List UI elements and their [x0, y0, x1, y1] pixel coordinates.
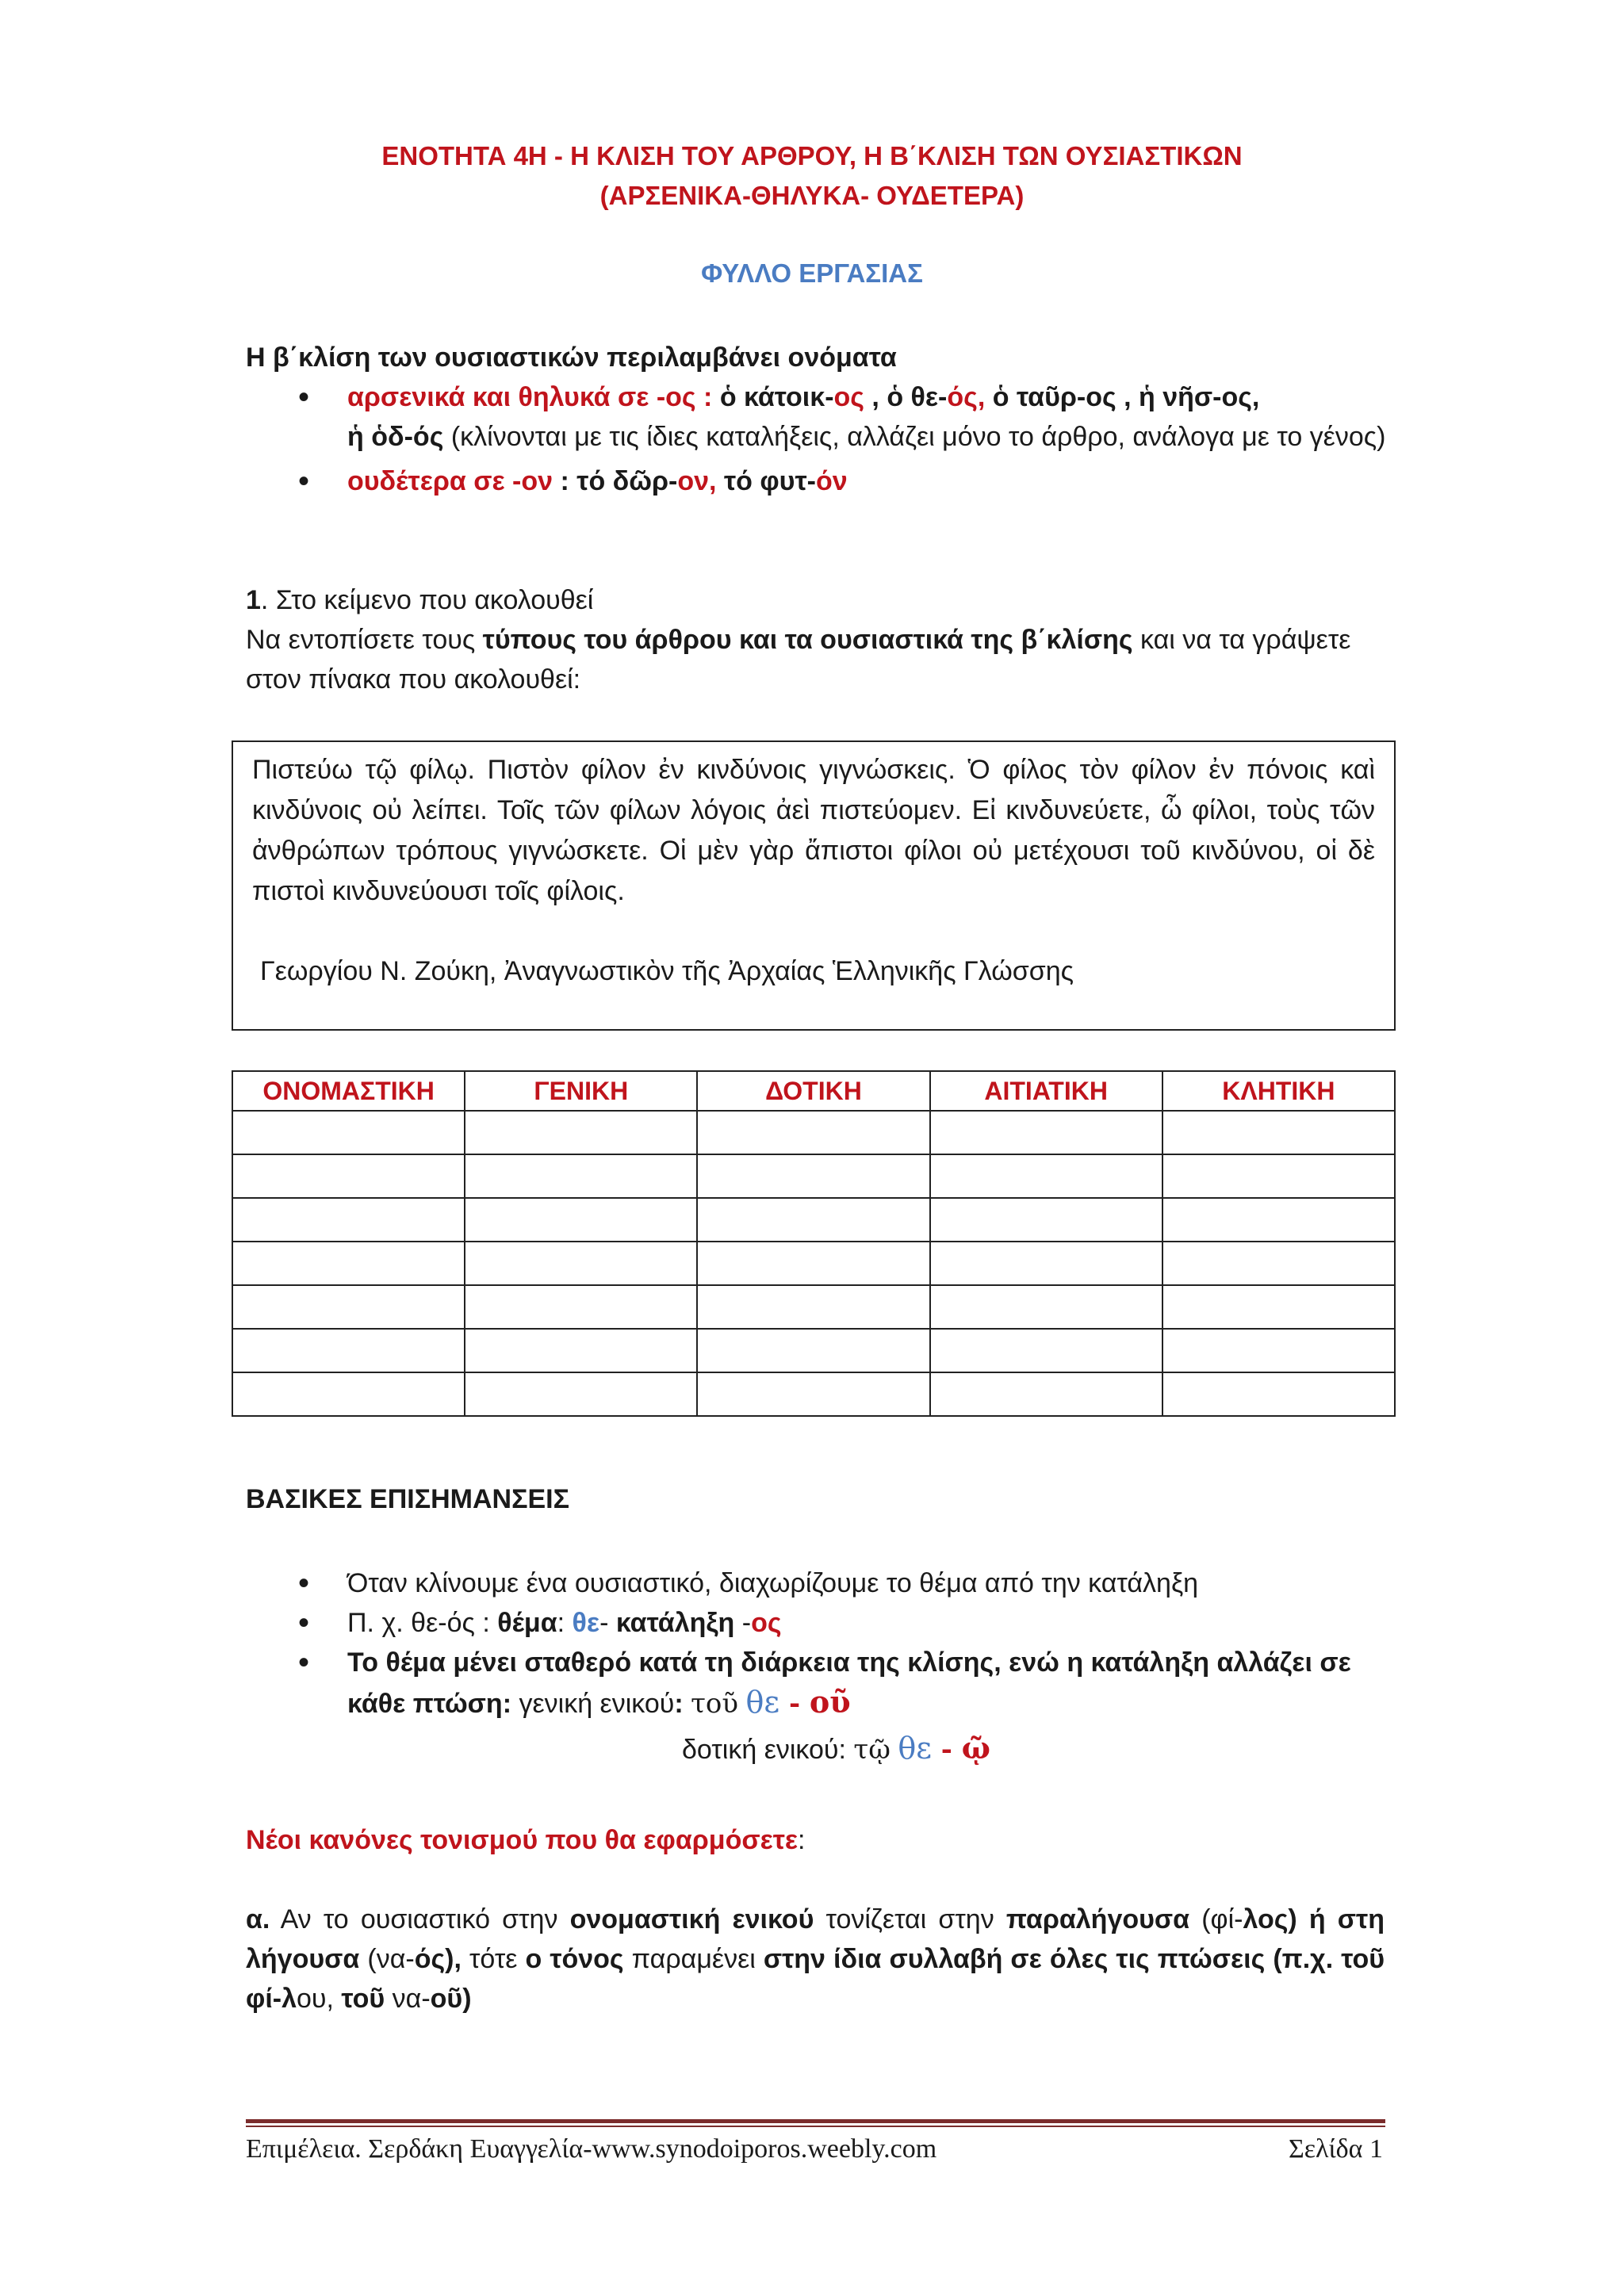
page-subtitle: ΦΥΛΛΟ ΕΡΓΑΣΙΑΣ — [701, 258, 923, 288]
note2-ending: ος — [751, 1608, 782, 1638]
table-row — [232, 1111, 1395, 1154]
table-cell[interactable] — [697, 1285, 929, 1329]
note-item-1: • Όταν κλίνουμε ένα ουσιαστικό, διαχωρίζουμε το θέμα από την κατάληξη — [298, 1563, 1392, 1603]
declension-note: (κλίνονται με τις ίδιες καταλήξεις, αλλάζει μόνο το άρθρο, ανάλογα με το γένος) — [443, 422, 1386, 452]
table-row — [232, 1198, 1395, 1242]
example-theos-ending: ός, — [947, 382, 986, 412]
passage-source: Γεωργίου Ν. Ζούκη, Ἀναγνωστικὸν τῆς Ἀρχαίας Ἑλληνικῆς Γλώσσης — [260, 956, 1074, 986]
note3-dash-genitive: - — [779, 1688, 810, 1720]
note3-dash-dative: - — [931, 1734, 962, 1766]
title-line-2: (ΑΡΣΕΝΙΚΑ-ΘΗΛΥΚΑ- ΟΥΔΕΤΕΡΑ) — [599, 181, 1025, 210]
table-cell[interactable] — [930, 1198, 1162, 1242]
rule-a-part-8: (να- — [359, 1944, 415, 1974]
table-cell[interactable] — [697, 1329, 929, 1372]
exercise-number: 1 — [246, 585, 261, 615]
header-genitive: ΓΕΝΙΚΗ — [465, 1071, 697, 1111]
accent-rule-a — [246, 1900, 1385, 2019]
rule-a-part-16: τοῦ — [341, 1984, 385, 2014]
note2-theme-label: θέμα — [497, 1608, 557, 1638]
rule-a-part-6: λος) — [1243, 1904, 1297, 1934]
exercise-1-line-1 — [246, 580, 1388, 620]
table-cell[interactable] — [232, 1111, 465, 1154]
table-row — [232, 1329, 1395, 1372]
rule-a-part-4: παραλήγουσα — [1005, 1904, 1190, 1934]
table-cell[interactable] — [1162, 1198, 1395, 1242]
note3-theme-dative: θε — [898, 1731, 932, 1766]
footer-rule-thin — [246, 2126, 1385, 2127]
intro-bullet-neuter — [298, 461, 1388, 501]
masc-fem-label: αρσενικά και θηλυκά σε -ος : — [347, 382, 713, 412]
rule-a-part-7: ή στη λήγουσα — [246, 1904, 1385, 1974]
notes-heading: ΒΑΣΙΚΕΣ ΕΠΙΣΗΜΑΝΣΕΙΣ — [246, 1484, 570, 1514]
table-cell[interactable] — [465, 1372, 697, 1416]
note2-theme: θε — [572, 1608, 600, 1638]
example-separator: , — [864, 382, 887, 412]
table-cell[interactable] — [232, 1285, 465, 1329]
table-cell[interactable] — [232, 1329, 465, 1372]
rule-a-label: α. — [246, 1904, 270, 1934]
rule-a-part-13: στην ίδια συλλαβή σε όλες τις πτώσεις (π.χ. τοῦ φί- — [246, 1944, 1385, 2014]
neuter-colon: : — [553, 466, 577, 496]
header-accusative: ΑΙΤΙΑΤΙΚΗ — [930, 1071, 1162, 1111]
intro-heading: Η β΄κλίση των ουσιαστικών περιλαμβάνει ονόματα — [246, 342, 897, 373]
note3-genitive-label: γενική ενικού — [511, 1689, 675, 1719]
footer-rule-thick — [246, 2119, 1385, 2123]
table-cell[interactable] — [465, 1198, 697, 1242]
rule-a-part-12: παραμένει — [623, 1944, 764, 1974]
table-row — [232, 1285, 1395, 1329]
table-cell[interactable] — [697, 1372, 929, 1416]
footer-page-number: Σελίδα 1 — [1288, 2134, 1383, 2164]
rule-a-part-17: να- — [385, 1984, 431, 2014]
note-item-3 — [298, 1643, 1392, 1724]
exercise-1-intro: . Στο κείμενο που ακολουθεί — [260, 585, 594, 615]
accent-heading-text: Νέοι κανόνες τονισμού που θα εφαρμόσετε — [246, 1825, 799, 1855]
rule-a-part-15: ου, — [297, 1984, 342, 2014]
rule-a-part-2: ονομαστική ενικού — [569, 1904, 814, 1934]
ancient-text-box — [232, 740, 1396, 1031]
note2-dash: - — [599, 1608, 616, 1638]
table-cell[interactable] — [1162, 1242, 1395, 1285]
note3-theme-genitive: θε — [745, 1685, 780, 1720]
example-katoikos-ending: ος — [833, 382, 864, 412]
table-cell[interactable] — [697, 1111, 929, 1154]
example-theos-stem: ὁ θε- — [887, 382, 948, 412]
table-cell[interactable] — [1162, 1372, 1395, 1416]
table-cell[interactable] — [930, 1329, 1162, 1372]
rule-a-part-11: ο τόνος — [525, 1944, 624, 1974]
instruction-part-1: Να εντοπίσετε τους — [246, 625, 483, 655]
note2-colon: : — [557, 1608, 573, 1638]
note3-colon: : — [674, 1689, 691, 1719]
table-row — [232, 1372, 1395, 1416]
rule-a-part-5: (φί- — [1189, 1904, 1243, 1934]
table-cell[interactable] — [465, 1154, 697, 1198]
table-cell[interactable] — [232, 1198, 465, 1242]
rule-a-part-14: λ — [282, 1984, 297, 2014]
rule-a-part-9: ός), — [414, 1944, 462, 1974]
instruction-part-3: και να τα γράψετε στον πίνακα που ακολουθεί: — [246, 625, 1351, 695]
exercise-1 — [246, 580, 1388, 699]
table-cell[interactable] — [697, 1198, 929, 1242]
notes-list — [298, 1563, 1392, 1724]
table-cell[interactable] — [697, 1242, 929, 1285]
note2-ending-dash: - — [734, 1608, 752, 1638]
example-doron-stem: τό δῶρ- — [576, 466, 678, 496]
table-cell[interactable] — [930, 1372, 1162, 1416]
example-phyton-stem: τό φυτ- — [716, 466, 816, 496]
header-dative: ΔΟΤΙΚΗ — [697, 1071, 929, 1111]
example-phyton-ending: όν — [815, 466, 848, 496]
intro-bullet-masc-fem — [298, 377, 1388, 457]
header-vocative: ΚΛΗΤΙΚΗ — [1162, 1071, 1395, 1111]
table-cell[interactable] — [232, 1372, 465, 1416]
note2-example: Π. χ. θε-ός : — [347, 1608, 498, 1638]
note3-ending-dative: ῷ — [961, 1730, 990, 1766]
example-katoikos-stem: ὁ κάτοικ- — [719, 382, 834, 412]
table-row — [232, 1242, 1395, 1285]
table-cell[interactable] — [1162, 1285, 1395, 1329]
note-item-2 — [298, 1603, 1392, 1643]
table-cell[interactable] — [232, 1242, 465, 1285]
table-cell[interactable] — [930, 1154, 1162, 1198]
table-cell[interactable] — [930, 1111, 1162, 1154]
page-title — [0, 136, 1624, 216]
note2-ending-label: κατάληξη — [615, 1608, 735, 1638]
table-cell[interactable] — [1162, 1154, 1395, 1198]
footer-credit: Επιμέλεια. Σερδάκη Ευαγγελία-www.synodoiporos.weebly.com — [246, 2134, 937, 2164]
note3-rule: Το θέμα μένει σταθερό κατά τη διάρκεια της κλίσης, ενώ η κατάληξη αλλάζει σε κάθε πτώση: — [347, 1647, 1351, 1719]
note-item-3-dative — [682, 1728, 990, 1770]
header-nominative: ΟΝΟΜΑΣΤΙΚΗ — [232, 1071, 465, 1111]
table-cell[interactable] — [930, 1242, 1162, 1285]
table-row — [232, 1154, 1395, 1198]
cases-table — [232, 1070, 1396, 1417]
accent-heading-colon: : — [798, 1825, 806, 1855]
note3-article-dative: τῷ — [853, 1734, 891, 1766]
intro-section — [246, 338, 1388, 501]
rule-a-part-1: Αν το ουσιαστικό στην — [270, 1904, 570, 1934]
accent-rules-heading — [246, 1820, 806, 1860]
table-cell[interactable] — [232, 1154, 465, 1198]
table-cell[interactable] — [697, 1154, 929, 1198]
example-tauros-nisos: ὁ ταῦρ-ος , ἡ νῆσ-ος, — [985, 382, 1260, 412]
rule-a-part-18: οῦ) — [430, 1984, 472, 2014]
exercise-1-instruction — [246, 620, 1388, 699]
table-cell[interactable] — [465, 1111, 697, 1154]
rule-a-part-3: τονίζεται στην — [814, 1904, 1006, 1934]
example-doron-ending: ον, — [677, 466, 717, 496]
table-cell[interactable] — [930, 1285, 1162, 1329]
note3-article-genitive: τοῦ — [691, 1688, 739, 1720]
rule-a-part-10: τότε — [461, 1944, 526, 1974]
example-odos: ἡ ὁδ-ός — [347, 422, 444, 452]
ancient-passage: Πιστεύω τῷ φίλῳ. Πιστὸν φίλον ἐν κινδύνοις γιγνώσκεις. Ὁ φίλος τὸν φίλον ἐν πόνοις καὶ κινδύνοις οὐ λείπει. Τοῖς τῶν φίλων λόγοις ἀεὶ πιστεύομεν. Εἰ κινδυνεύετε, ὦ φίλοι, τοὺς τῶν ἀνθρώπων τρόπους γιγνώσκετε. Οἱ μὲν γὰρ ἄπιστοι φίλοι οὐ μετέχουσι τοῦ κινδύνου, οἱ δὲ πιστοὶ κινδυνεύουσι τοῖς φίλοις. — [252, 755, 1375, 906]
title-line-1: ΕΝΟΤΗΤΑ 4Η - Η ΚΛΙΣΗ ΤΟΥ ΑΡΘΡΟΥ, Η Β΄ΚΛΙΣΗ ΤΩΝ ΟΥΣΙΑΣΤΙΚΩΝ — [381, 141, 1243, 170]
neuter-label: ουδέτερα σε -ον — [347, 466, 553, 496]
instruction-part-2: τύπους του άρθρου και τα ουσιαστικά της β΄κλίσης — [482, 625, 1133, 655]
intro-list — [298, 377, 1388, 501]
table-cell[interactable] — [1162, 1111, 1395, 1154]
table-header-row — [232, 1071, 1395, 1111]
table-cell[interactable] — [465, 1329, 697, 1372]
table-cell[interactable] — [465, 1242, 697, 1285]
table-cell[interactable] — [1162, 1329, 1395, 1372]
note3-ending-genitive: οῦ — [809, 1684, 851, 1720]
table-cell[interactable] — [465, 1285, 697, 1329]
note3-dative-label: δοτική ενικού: — [682, 1735, 854, 1765]
